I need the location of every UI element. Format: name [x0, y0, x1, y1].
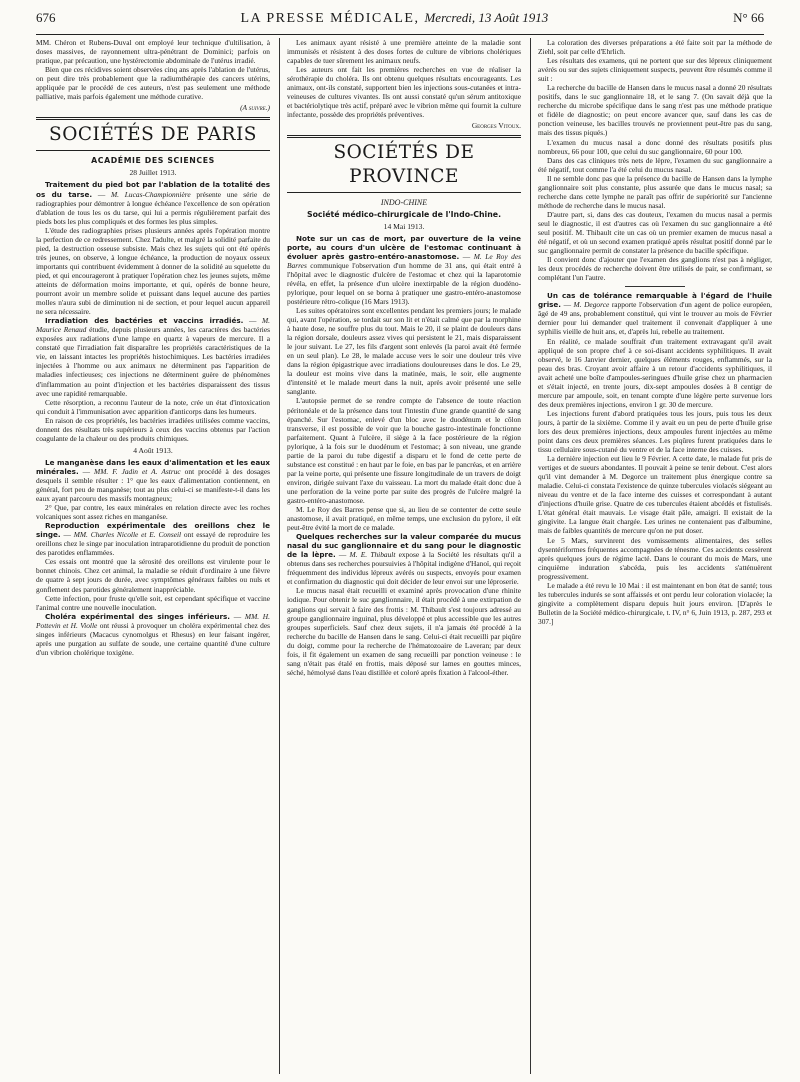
- column-3: La coloration des diverses préparations a été faite soit par la méthode de Ziehl, soit par celle d'Ehrlich. Les résultats des examens, qui ne portent que sur des lépreux cliniquement avérés ou sur des sujets cliniquement suspects, peuvent être résumés comme il suit : La recherche du bacille de Hansen dans le mucus nasal a donné 20 résultats positifs, dans le suc ganglionnaire 18, et le sang 7. (On savait déjà que la recherche du microbe spécifique dans le sang n'est pas une méthode pratique et fidèle de diagnostic; on peut encore avancer que, sauf dans les cas de ponction veineuse, les bacilles trouvés ne proviennent peut-être pas du sang, mais des tissus piqués.) L'examen du mucus nasal a donc donné des résultats positifs plus nombreux, 66 pour 100, que celui du suc ganglionnaire, 60 pour 100. Dans des cas cliniques très nets de lèpre, l'examen du suc ganglionnaire a été négatif, tout comme l'a été celui du mucus nasal. Il ne semble donc pas que la présence du bacille de Hansen dans la lymphe ganglionnaire soit plus constante, plus assurée que dans le mucus nasal; sa recherche dans cette lymphe ne paraît pas offrir de supériorité sur l'ancienne méthode de recherche dans le mucus nasal. D'autre part, si, dans des cas douteux, l'examen du mucus nasal a permis seul le diagnostic, il est d'autres cas où l'examen du suc ganglionnaire a été seul positif. M. Thibault cite un cas où un premier examen de mucus nasal a été négatif, et où un second examen pratiqué après résultat positif donné par le suc ganglionnaire permit de constater la présence du bacille spécifique. Il convient donc d'ajouter que l'examen des ganglions n'est pas à négliger, les deux procédés de recherche doivent être utilisés de pair, se confirmant, se complétant l'un l'autre. Un cas de tolérance remarquable à l'égard de l'huile grise. — M. Degorce rapporte l'observation d'un agent de police européen, âgé de 49 ans, probablement constitué, qui vint le trouver au mois de Février dernier pour lui demander quel traitement il convenait d'appliquer à une syphilis vieille de huit ans, et, d'après lui, rebelle au traitement. En réalité, ce malade souffrait d'un traitement extravagant qu'il avait appliqué de son propre chef à ce soi-disant accidents syphilitiques. Il avait observé, le 16 Janvier dernier, quelques éléments rouges, enflammés, sur la peau des bras. Croyant avoir affaire à un retour d'accidents syphilitiques, il avait acheté une boîte d'ampoules-seringues d'huile grise chez un pharmacien et s'était injecté, en trente jours, dix-sept ampoules dosées à 8 centigr de mercure par ampoule, soit, en tenant compte d'une légère perte survenue lors des deux premières injections, environ 1 gr. 30 de mercure. Les injections furent d'abord pratiquées tous les jours, puis tous les deux jours, à partir de la sixième. Comme il y avait eu un peu de perte d'huile grise lors des deux premières injections, deux ampoules furent injectées au même point dans ces deux premières séances. Les piqûres furent pratiquées dans le tissu cellulaire sous-cutané du ventre et de la face interne des cuisses. La dernière injection eut lieu le 9 Février. A cette date, le malade fut pris de vertiges et de sueurs abondantes. Il pouvait à peine se tenir debout. C'est alors qu'il vint demander à M. Degorce un traitement plus énergique contre sa maladie. Celui-ci constata l'existence de quinze tubercules violacés siégeant au niveau du ventre et de la face interne des cuisses et correspondant à autant d'injections d'huile grise. Quatre de ces tubercules étaient abcédés et fistulisés. L'état général était mauvais. Le visage était pâle, amaigri. Il existait de la gingivite. La langue était chargée. Les urines ne contenaient pas d'albumine, mais de faibles quantités de mercure qu'on ne put doser. Le 5 Mars, survinrent des vomissements alimentaires, des selles dysentériformes fréquentes accompagnées de ténesme. Ces accidents cessèrent après quelques jours de régime lacté. Dans le courant du mois de Mars, une cinquième induration s'abcéda, puis les accidents s'atténuèrent progressivement. Le malade a été revu le 10 Mai : il est maintenant en bon état de santé; tous les tubercules indurés se sont affaissés et ont perdu leur coloration violacée; la gingivite a complètement disparu depuis huit jours environ. [D'après le Bulletin de la Société médico-chirurgicale, t. IV, n° 6, Juin 1913, p. 287, 293 et 307.]: [538, 38, 772, 626]
- article-text: rapporte l'observation d'un agent de police européen, âgé de 49 ans, probablement constitué, qui vint le trouver au mois de Février dernier pour lui demander quel traitement il convenait d'appliquer à une syphilis vieille de huit ans, et, d'après lui, rebelle au traitement.: [538, 300, 772, 337]
- article-title: Choléra expérimental des singes inférieurs.: [45, 611, 231, 621]
- paragraph: La recherche du bacille de Hansen dans le mucus nasal a donné 20 résultats positifs, dans le suc ganglionnaire 18, et le sang 7. (On savait déjà que la recherche du microbe spécifique dans le sang n'est pas une méthode pratique et fidèle de diagnostic; on peut encore avancer que, sauf dans les cas de ponction veineuse, les bacilles trouvés ne proviennent peut-être pas du sang, mais des tissus piqués.): [538, 83, 772, 138]
- paragraph: Les résultats des examens, qui ne portent que sur des lépreux cliniquement avérés ou sur des sujets cliniquement suspects, peuvent être résumés comme il suit :: [538, 56, 772, 84]
- journal-title: [240, 10, 548, 27]
- issue-number: N° 66: [733, 10, 764, 25]
- paragraph: Il convient donc d'ajouter que l'examen des ganglions n'est pas à négliger, les deux procédés de recherche doivent être utilisés de pair, se confirmant, se complétant l'un l'autre.: [538, 255, 772, 283]
- article-author: M. Maurice Renaud: [36, 316, 270, 335]
- article-author: M. E. Thibault: [349, 550, 396, 560]
- article-author: MM. H. Pottevin et H. Violle: [36, 611, 270, 630]
- to-be-continued: (A suivre.): [240, 103, 270, 113]
- article-title: Irradiation des bactéries et vaccins irradiés.: [45, 316, 244, 326]
- paragraph: L'examen du mucus nasal a donc donné des résultats positifs plus nombreux, 66 pour 100, que celui du suc ganglionnaire, 60 pour 100.: [538, 137, 772, 156]
- column-1: MM. Chéron et Rubens-Duval ont employé leur technique d'ultilisation, à doses massives, de rayonnement ultra-pénétrant de Dominici; parfois on pratique, par précaution, une hystérectomie abdominale de l'utérus irradié. Bien que ces récidives soient observées cinq ans après l'ablation de l'utérus, on peut dire très probablement que la radiumthérapie des cancers utérins, appliquée par le procédé de ces auteurs, n'est pas seulement une méthode palliative, mais parfois également une méthode curative. (A suivre.) SOCIÉTÉS DE PARIS ACADÉMIE DES SCIENCES 28 Juillet 1913. Traitement du pied bot par l'ablation de la totalité des os du tarse. — M. Lucas-Championnière présente une série de radiographies pour démontrer à longue échéance l'excellence de son opération d'ablation de tous les os du tarse, qui lui a permis régulièrement parfait des pieds bots les plus compliqués et des formes les plus simples. L'étude des radiographies prises plusieurs années après l'opération montre la perfection de ce redressement. Chez l'adulte, et malgré la solidité parfaite du pied, la destruction osseuse subsiste. Mais chez les sujets qui ont été opérés très jeunes, on observe, à longue échéance, la production de noyaux osseux importants qui contribuent évidemment à donner de la solidité au squelette du pied, et qui encourageront à pratiquer l'opération chez les jeunes sujets, même atteints de déformation moins importante, et qui, opérés de bonne heure, pourront avoir un membre solide et puissant dans lequel aucune des parties molles n'aura subi de diminution ni de section, et pour lequel aucun appareil ne sera nécessaire. Irradiation des bactéries et vaccins irradiés. — M. Maurice Renaud étudie, depuis plusieurs années, les caractères des bactéries exposées aux radiations d'une lampe en quartz à vapeurs de mercure. Il a constaté que l'irradiation fait disparaître les propriétés caractéristiques de la vie, en laissant intactes les propriétés histochimiques. Les bactéries irradiées injectées à l'homme ou aux animaux ne déterminent pas l'apparition de maladies infectieuses; ces injections ne déterminent guère de phénomènes d'inflammation au point d'injection et les bactéries disparaissent des tissus avec une rapidité remarquable. Cette résorption, a reconnu l'auteur de la note, crée un état d'intoxication qui conduit à l'immunisation avec apparition d'anticorps dans les humeurs. En raison de ces propriétés, les bactéries irradiées utilisées comme vaccins, donnent des résultats très supérieurs à ceux des vaccins obtenus par l'action coagulante de la chaleur ou des produits chimiques. 4 Août 1913. Le manganèse dans les eaux d'alimentation et les eaux minérales. — MM. F. Jadin et A. Astruc ont procédé à des dosages desquels il semble résulter : 1° que les eaux d'alimentation contiennent, en général, fort peu de manganèse; tout au plus celui-ci se manifeste-t-il dans les eaux ayant parcouru des massifs montagneux; 2° Que, par contre, les eaux minérales en relation directe avec les roches volcaniques sont assez riches en manganèse. Reproduction expérimentale des oreillons chez le singe. — MM. Charles Nicolle et E. Conseil ont essayé de reproduire les oreillons chez le singe par inoculation intraparotidienne du produit de ponction des parotides enflammées. Ces essais ont montré que la sérosité des oreillons est virulente pour le bonnet chinois. Chez cet animal, la maladie se réduit d'ordinaire à une fièvre de quatre à sept jours de durée, avec symptômes généraux faibles ou nuls et gonflement des parotides généralement inappréciable. Cette infection, pour fruste qu'elle soit, est cependant spécifique et vaccine l'animal contre une nouvelle inoculation. Choléra expérimental des singes inférieurs. — MM. H. Pottevin et H. Violle ont réussi à provoquer un choléra expérimental chez des singes inférieurs (Macacus cynomolgus et Rhesus) en leur faisant ingérer, après une purgation au sulfate de soude, une certaine quantité d'une culture d'un vibrion cholérique toxigène.: [36, 38, 270, 657]
- article-title: Le manganèse dans les eaux d'alimentation et les eaux minérales.: [36, 457, 270, 476]
- section-title-province: SOCIÉTÉS DE PROVINCE: [287, 135, 521, 193]
- paragraph: Bien que ces récidives soient observées cinq ans après l'ablation de l'utérus, on peut dire très probablement que la radiumthérapie des cancers utérins, appliquée par le procédé de ces auteurs, n'est pas seulement une méthode palliative, mais parfois également une méthode curative.: [36, 65, 270, 102]
- paragraph: MM. Chéron et Rubens-Duval ont employé leur technique d'ultilisation, à doses massives, de rayonnement ultra-pénétrant de Dominici; parfois on pratique, par précaution, une hystérectomie abdominale de l'utérus irradié.: [36, 38, 270, 66]
- paragraph: D'autre part, si, dans des cas douteux, l'examen du mucus nasal a permis seul le diagnostic, il est d'autres cas où l'examen du suc ganglionnaire a été seul positif. M. Thibault cite un cas où un premier examen de mucus nasal a été négatif, et où un second examen pratiqué après résultat positif donné par le suc ganglionnaire permit de constater la présence du bacille spécifique.: [538, 209, 772, 256]
- paragraph: 2° Que, par contre, les eaux minérales en relation directe avec les roches volcaniques sont assez riches en manganèse.: [36, 503, 270, 522]
- article-title: Traitement du pied bot par l'ablation de la totalité des os du tarse.: [36, 180, 270, 199]
- region-heading: INDO-CHINE: [380, 198, 428, 208]
- article-text: ont réussi à provoquer un choléra expérimental chez des singes inférieurs (Macacus cynomolgus et Rhesus) en leur faisant ingérer, après une purgation au sulfate de soude, une certaine quantité d'une culture d'un vibrion cholérique toxigène.: [36, 620, 270, 657]
- page-number: 676: [36, 10, 56, 25]
- section-title-paris: SOCIÉTÉS DE PARIS: [36, 117, 270, 151]
- journal-name: LA PRESSE MÉDICALE,: [240, 11, 420, 26]
- paragraph: Dans des cas cliniques très nets de lèpre, l'examen du suc ganglionnaire a été négatif, tout comme l'a été celui du mucus nasal.: [538, 155, 772, 174]
- paragraph: La coloration des diverses préparations a été faite soit par la méthode de Ziehl, soit par celle d'Ehrlich.: [538, 38, 772, 57]
- columns: [36, 38, 772, 1074]
- session-date: 14 Mai 1913.: [383, 221, 425, 231]
- academy-heading: ACADÉMIE DES SCIENCES: [91, 156, 215, 166]
- paragraph: Le mucus nasal était recueilli et examiné après provocation d'une rhinite iodique. Pour obtenir le suc ganglionnaire, il était procédé à une extirpation de ganglions qui servait à faire des frottis : M. Thibault s'est toujours adressé au groupe ganglionnaire inguinal, plus développé et plus accessible que les autres groupes superficiels. Sauf chez deux sujets, il n'a jamais été procédé à la recherche du bacille de Hansen dans le sang. Celui-ci était recueilli par piqûre du doigt, comme pour la recherche de l'hématozoaire de Laveran; par deux fois, il fit également un examen de sang recueilli par ponction veineuse : le sang n'était pas étalé en frottis, mais déposé sur lames en gouttes minces, séché, hémolysé dans l'eau distillée et coloré après fixation à l'alcool-éther.: [287, 586, 521, 677]
- paragraph: Le 5 Mars, survinrent des vomissements alimentaires, des selles dysentériformes fréquentes accompagnées de ténesme. Ces accidents cessèrent après quelques jours de régime lacté. Dans le courant du mois de Mars, une cinquième induration s'abcéda, puis les accidents s'atténuèrent progressivement.: [538, 535, 772, 581]
- article-author: M. Degorce: [573, 300, 610, 310]
- paragraph: La dernière injection eut lieu le 9 Février. A cette date, le malade fut pris de vertiges et de sueurs abondantes. Il pouvait à peine se tenir debout. C'est alors qu'il vint demander à M. Degorce un traitement plus énergique contre sa maladie. Celui-ci constata l'existence de quinze tubercules violacés siégeant au niveau du ventre et de la face interne des cuisses et correspondant à autant d'injections d'huile grise. Quatre de ces tubercules étaient abcédés et fistulisés. L'état général était mauvais. Le visage était pâle, amaigri. Il existait de la gingivite. La langue était chargée. Les urines ne contenaient pas d'albumine, mais de faibles quantités de mercure qu'on ne put doser.: [538, 454, 772, 536]
- article-text: étudie, depuis plusieurs années, les caractères des bactéries exposées aux radiations d'une lampe en quartz à vapeurs de mercure. Il a constaté que l'irradiation fait disparaître les propriétés caractéristiques de la vie, en laissant intactes les propriétés histochimiques. Les bactéries irradiées injectées à l'homme ou aux animaux ne déterminent pas l'apparition de maladies infectieuses; ces injections ne déterminent guère de phénomènes d'inflammation au point d'injection et les bactéries disparaissent des tissus avec une rapidité remarquable.: [36, 325, 270, 398]
- paragraph: M. Le Roy des Barres pense que si, au lieu de se contenter de cette seule anastomose, il avait pratiqué, en même temps, une exclusion du pylore, il eût peut-être évité la mort de ce malade.: [287, 505, 521, 533]
- article-author: MM. Charles Nicolle et E. Conseil: [73, 530, 182, 540]
- paragraph: L'autopsie permet de se rendre compte de l'absence de toute réaction péritonéale et de la présence dans tout l'intestin d'une grande quantité de sang épanché. Sur l'estomac, enlevé d'un bloc avec le duodénum et le côlon transverse, il est possible de voir que la bouche gastro-intestinale fonctionne parfaitement. Quant à l'ulcère, il siège à la face postérieure de la région pylorique, à la fois sur le duodénum et l'estomac; à son niveau, une grande partie de la paroi du tube digestif a disparu et le fond de cette perte de substance est constitué : en haut par le foie, en bas par le pancréas, et en arrière par la veine porte, qui présente une fissure longitudinale de un travers de doigt environ, dirigée suivant l'axe du vaisseau. La mort du malade était donc due à une perforation de la veine porte par suite des progrès de l'ulcère malgré la gastro-entéro-anastomose.: [287, 396, 521, 505]
- signature: Georges Vitoux.: [471, 121, 521, 131]
- article-text: communique l'observation d'un homme de 31 ans, qui était entré à l'hôpital avec le diagnostic d'ulcère de l'estomac et chez qui la laparotomie révéla, en effet, la présence d'un ulcère inextirpable de la région duodéno-pylorique, pour lequel on se borna à pratiquer une gastro-entéro-anastomose postérieure rétro-colique (16 Mars 1913).: [287, 260, 521, 306]
- paragraph: Le malade a été revu le 10 Mai : il est maintenant en bon état de santé; tous les tubercules indurés se sont affaissés et ont perdu leur coloration violacée; la gingivite a complètement disparu depuis huit jours environ. [D'après le Bulletin de la Société médico-chirurgicale, t. IV, n° 6, Juin 1913, p. 287, 293 et 307.]: [538, 580, 772, 626]
- article-text: ont essayé de reproduire les oreillons chez le singe par inoculation intraparotidienne du produit de ponction des parotides enflammées.: [36, 530, 270, 558]
- society-heading: Société médico-chirurgicale de l'Indo-Chine.: [306, 209, 502, 219]
- paragraph: Cette infection, pour fruste qu'elle soit, est cependant spécifique et vaccine l'animal contre une nouvelle inoculation.: [36, 593, 270, 612]
- session-date: 28 Juillet 1913.: [129, 168, 177, 178]
- article-author: MM. F. Jadin et A. Astruc: [94, 466, 181, 476]
- paragraph: En raison de ces propriétés, les bactéries irradiées utilisées comme vaccins, donnent des résultats très supérieurs à ceux des vaccins obtenus par l'action coagulante de la chaleur ou des produits chimiques.: [36, 415, 270, 443]
- article-text: ont procédé à des dosages desquels il semble résulter : 1° que les eaux d'alimentation contiennent, en général, fort peu de manganèse; tout au plus celui-ci se manifeste-t-il dans les eaux ayant parcouru des massifs montagneux;: [36, 466, 270, 504]
- paragraph: Les auteurs ont fait les premières recherches en vue de réaliser la sérothérapie du choléra. Ils ont obtenu quelques résultats encourageants. Les animaux, ont-ils constaté, supportent bien les injections sous-cutanées et intra-veineuses de cultures vivantes. Ils ont aussi constaté qu'un sérum antitoxique et bactériolytique très actif, préparé avec le vibrion même qui fournit la culture infectante, possède des propriétés préventives.: [287, 65, 521, 120]
- paragraph: Les suites opératoires sont excellentes pendant les premiers jours; le malade qui, avant l'opération, se tordait sur son lit et n'était calmé que par la morphine à haute dose, ne souffre plus du tout. Mais le 20, il se plaint de douleurs dans la région dorsale, douleurs assez vives qui persistent le 21, mais disparaissent le jour suivant. Le 27, les fils d'argent sont enlevés (la paroi avait été fermée en un seul plan). Le 28, le malade accuse vers le soir une douleur très vive dans la région épigastrique avec irradiations douloureuses dans le dos. Le 29, la douleur est moins vive dans la matinée, mais, le soir, elle augmente d'intensité et le malade meurt dans la nuit, après avoir présenté une selle sanglante.: [287, 305, 521, 397]
- page-header: [36, 10, 764, 35]
- paragraph: Les injections furent d'abord pratiquées tous les jours, puis tous les deux jours, à partir de la sixième. Comme il y avait eu un peu de perte d'huile grise lors des deux premières injections, deux ampoules furent injectées au même point dans ces deux premières séances. Les piqûres furent pratiquées dans le tissu cellulaire sous-cutané du ventre et de la face interne des cuisses.: [538, 408, 772, 455]
- column-rule: [530, 38, 531, 1074]
- article-title: Note sur un cas de mort, par ouverture de la veine porte, au cours d'un ulcère de l'estomac continuant à évoluer après gastro-entéro-anastomose.: [287, 233, 521, 261]
- article-author: M. Le Roy des Barres: [287, 251, 521, 270]
- paragraph: Ces essais ont montré que la sérosité des oreillons est virulente pour le bonnet chinois. Chez cet animal, la maladie se réduit d'ordinaire à une fièvre de quatre à sept jours de durée, avec symptômes généraux faibles ou nuls et gonflement des parotides généralement inappréciable.: [36, 557, 270, 594]
- article-text: expose à la Société les résultats qu'il a obtenus dans ses recherches poursuivies à l'hôpital indigène d'Hanoï, qui reçoit fréquemment des individus lépreux avérés ou suspects, envoyés pour examen et confirmation du diagnostic qui doit décider de leur envoi sur une léproserie.: [287, 550, 521, 587]
- article-title: Reproduction expérimentale des oreillons chez le singe.: [36, 521, 270, 540]
- paragraph: L'étude des radiographies prises plusieurs années après l'opération montre la perfection de ce redressement. Chez l'adulte, et malgré la solidité parfaite du pied, la destruction osseuse subsiste. Mais chez les sujets qui ont été opérés très jeunes, on observe, à longue échéance, la production de noyaux osseux importants qui contribuent évidemment à donner de la solidité au squelette du pied, et qui encourageront à pratiquer l'opération chez les jeunes sujets, même atteints de déformation moins importante, et qui, opérés de bonne heure, pourront avoir un membre solide et puissant dans lequel aucune des parties molles n'aura subi de diminution ni de section, et pour lequel aucun appareil ne sera nécessaire.: [36, 225, 270, 317]
- paragraph: En réalité, ce malade souffrait d'un traitement extravagant qu'il avait appliqué de son propre chef à ce soi-disant accidents syphilitiques. Il avait observé, le 16 Janvier dernier, quelques éléments rouges, enflammés, sur la peau des bras. Croyant avoir affaire à un retour d'accidents syphilitiques, il avait acheté une boîte d'ampoules-seringues d'huile grise chez un pharmacien et s'était injecté, en trente jours, dix-sept ampoules dosées à 8 centigr de mercure par ampoule, soit, en tenant compte d'une légère perte survenue lors des deux premières injections, environ 1 gr. 30 de mercure.: [538, 336, 772, 409]
- session-date: 4 Août 1913.: [133, 445, 173, 455]
- paragraph: Les animaux ayant résisté à une première atteinte de la maladie sont immunisés et résistent à des doses fortes de culture de vibrions cholériques capables de tuer sûrement les animaux neufs.: [287, 38, 521, 66]
- article-title: Quelques recherches sur la valeur comparée du mucus nasal du suc ganglionnaire et du sang pour le diagnostic de la lèpre.: [287, 532, 521, 560]
- issue-date: Mercredi, 13 Août 1913: [424, 10, 549, 25]
- column-2: Les animaux ayant résisté à une première atteinte de la maladie sont immunisés et résistent à des doses fortes de culture de vibrions cholériques capables de tuer sûrement les animaux neufs. Les auteurs ont fait les premières recherches en vue de réaliser la sérothérapie du choléra. Ils ont obtenu quelques résultats encourageants. Les animaux, ont-ils constaté, supportent bien les injections sous-cutanées et intra-veineuses de cultures vivantes. Ils ont aussi constaté qu'un sérum antitoxique et bactériolytique très actif, préparé avec le vibrion même qui fournit la culture infectante, possède des propriétés préventives. Georges Vitoux. SOCIÉTÉS DE PROVINCE INDO-CHINE Société médico-chirurgicale de l'Indo-Chine. 14 Mai 1913. Note sur un cas de mort, par ouverture de la veine porte, au cours d'un ulcère de l'estomac continuant à évoluer après gastro-entéro-anastomose. — M. Le Roy des Barres communique l'observation d'un homme de 31 ans, qui était entré à l'hôpital avec le diagnostic d'ulcère de l'estomac et chez qui la laparotomie révéla, en effet, la présence d'un ulcère inextirpable de la région duodéno-pylorique, pour lequel on se borna à pratiquer une gastro-entéro-anastomose postérieure rétro-colique (16 Mars 1913). Les suites opératoires sont excellentes pendant les premiers jours; le malade qui, avant l'opération, se tordait sur son lit et n'était calmé que par la morphine à haute dose, ne souffre plus du tout. Mais le 20, il se plaint de douleurs dans la région dorsale, douleurs assez vives qui persistent le 21, mais disparaissent le jour suivant. Le 27, les fils d'argent sont enlevés (la paroi avait été fermée en un seul plan). Le 28, le malade accuse vers le soir une douleur très vive dans la région épigastrique avec irradiations douloureuses dans le dos. Le 29, la douleur est moins vive dans la matinée, mais, le soir, elle augmente d'intensité et le malade meurt dans la nuit, après avoir présenté une selle sanglante. L'autopsie permet de se rendre compte de l'absence de toute réaction péritonéale et de la présence dans tout l'intestin d'une grande quantité de sang épanché. Sur l'estomac, enlevé d'un bloc avec le duodénum et le côlon transverse, il est possible de voir que la bouche gastro-intestinale fonctionne parfaitement. Quant à l'ulcère, il siège à la face postérieure de la région pylorique, à la fois sur le duodénum et l'estomac; à son niveau, une grande partie de la paroi du tube digestif a disparu et le fond de cette perte de substance est constitué : en haut par le foie, en bas par le pancréas, et en arrière par la veine porte, qui présente une fissure longitudinale de un travers de doigt environ, dirigée suivant l'axe du vaisseau. La mort du malade était donc due à une perforation de la veine porte par suite des progrès de l'ulcère malgré la gastro-entéro-anastomose. M. Le Roy des Barres pense que si, au lieu de se contenter de cette seule anastomose, il avait pratiqué, en même temps, une exclusion du pylore, il eût peut-être évité la mort de ce malade. Quelques recherches sur la valeur comparée du mucus nasal du suc ganglionnaire et du sang pour le diagnostic de la lèpre. — M. E. Thibault expose à la Société les résultats qu'il a obtenus dans ses recherches poursuivies à l'hôpital indigène d'Hanoï, qui reçoit fréquemment des individus lépreux avérés ou suspects, envoyés pour examen et confirmation du diagnostic qui doit décider de leur envoi sur une léproserie. Le mucus nasal était recueilli et examiné après provocation d'une rhinite iodique. Pour obtenir le suc ganglionnaire, il était procédé à une extirpation de ganglions qui servait à faire des frottis : M. Thibault s'est toujours adressé au groupe ganglionnaire inguinal, plus développé et plus accessible que les autres groupes superficiels. Sauf chez deux sujets, il n'a jamais été procédé à la recherche du bacille de Hansen dans le sang. Celui-ci était recueilli par piqûre du doigt, comme pour la recherche de l'hématozoaire de Laveran; par deux fois, il fit également un examen de sang recueilli par ponction veineuse : le sang n'était pas étalé en frottis, mais déposé sur lames en gouttes minces, séché, hémolysé dans l'eau distillée et coloré après fixation à l'alcool-éther.: [287, 38, 521, 677]
- article-text: présente une série de radiographies pour démontrer à longue échéance l'excellence de son opération d'ablation de tous les os du tarse, qui lui a permis régulièrement parfait des pieds bots les plus compliqués et des formes les plus simples.: [36, 189, 270, 226]
- separator: [625, 286, 685, 287]
- paragraph: Cette résorption, a reconnu l'auteur de la note, crée un état d'intoxication qui conduit à l'immunisation avec apparition d'anticorps dans les humeurs.: [36, 397, 270, 416]
- article-title: Un cas de tolérance remarquable à l'égard de l'huile grise.: [538, 291, 772, 310]
- article-author: M. Lucas-Championnière: [111, 189, 191, 199]
- column-rule: [279, 38, 280, 1074]
- paragraph: Il ne semble donc pas que la présence du bacille de Hansen dans la lymphe ganglionnaire soit plus constante, plus assurée que dans le mucus nasal; sa recherche dans cette lymphe ne paraît pas offrir de supériorité sur l'ancienne méthode de recherche dans le mucus nasal.: [538, 173, 772, 210]
